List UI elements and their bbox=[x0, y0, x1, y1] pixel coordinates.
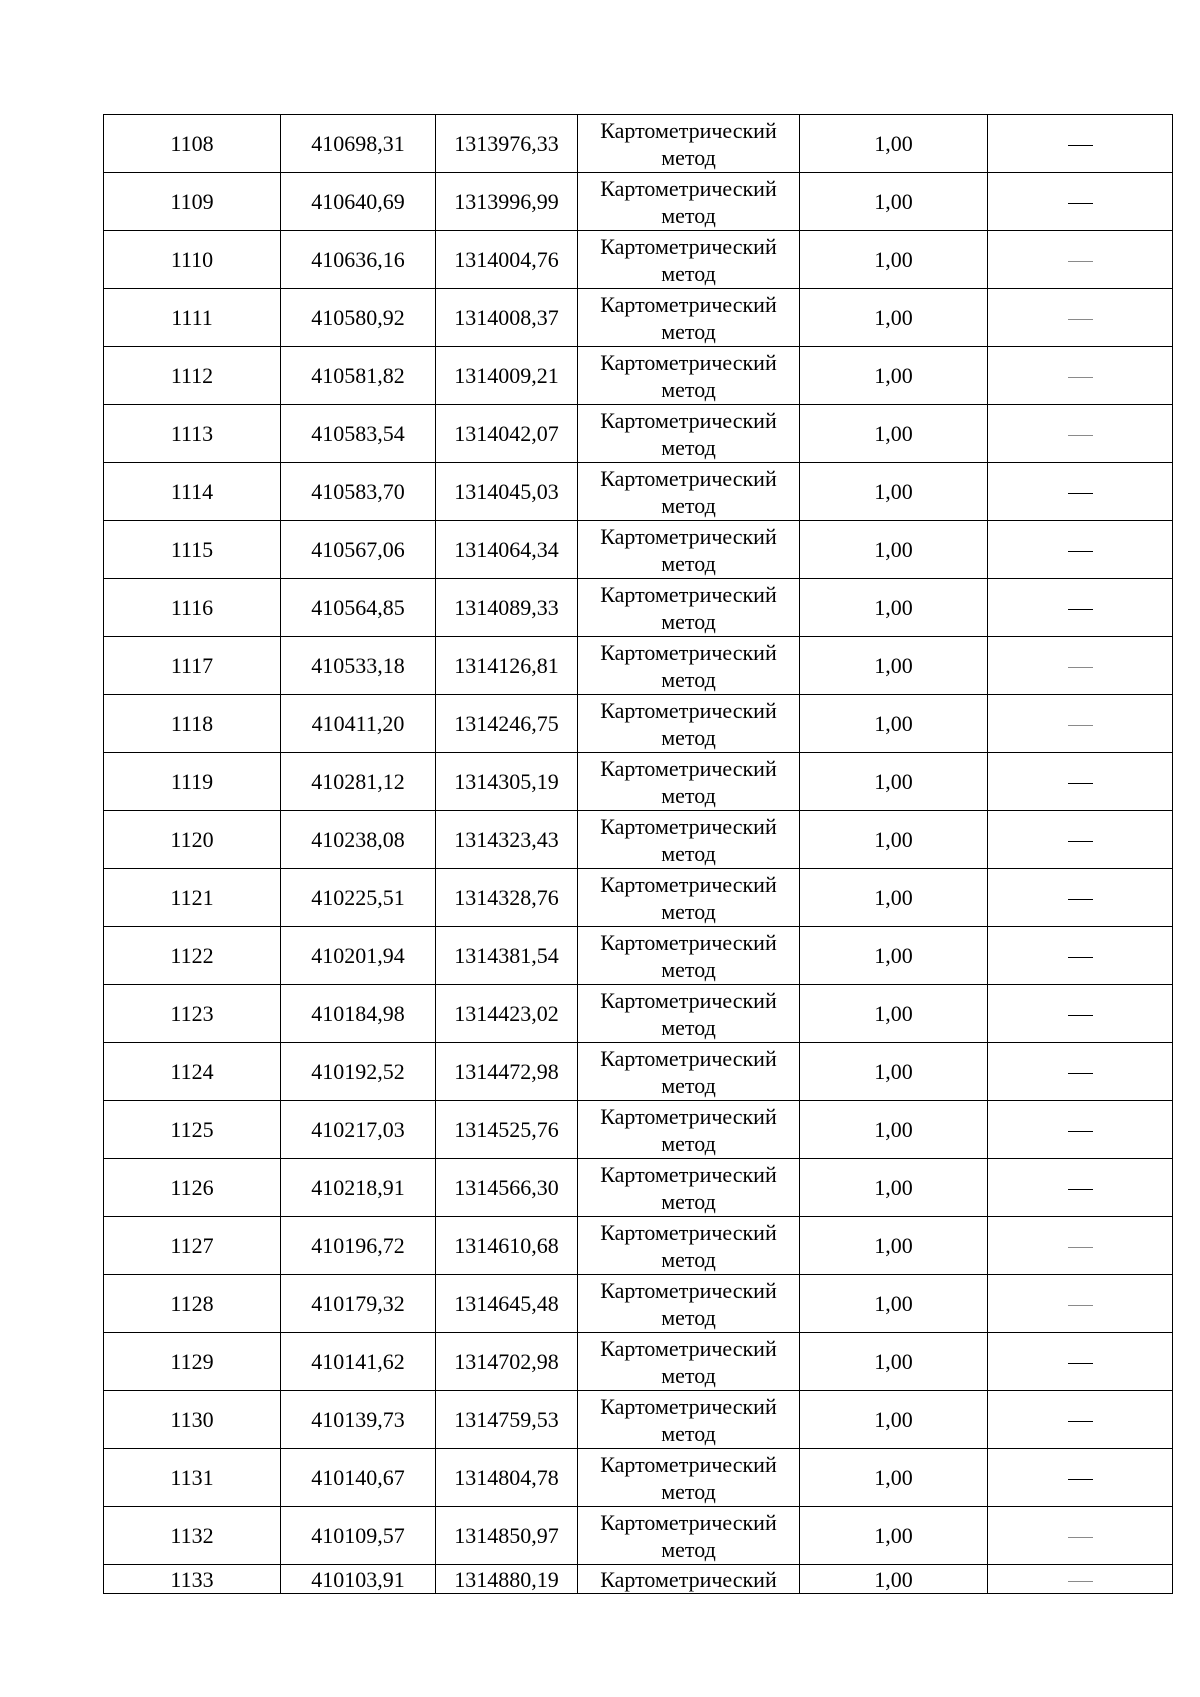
method-cell bbox=[578, 927, 800, 985]
y-coordinate-cell: 1314089,33 bbox=[436, 579, 578, 637]
dash-mark bbox=[1068, 783, 1093, 784]
dash-mark bbox=[1068, 319, 1093, 320]
table-row bbox=[104, 1507, 1173, 1565]
accuracy-cell: 1,00 bbox=[800, 1043, 988, 1101]
accuracy-cell: 1,00 bbox=[800, 695, 988, 753]
table-row bbox=[104, 347, 1173, 405]
point-number-cell: 1109 bbox=[104, 173, 281, 231]
point-number-cell: 1114 bbox=[104, 463, 281, 521]
method-cell bbox=[578, 579, 800, 637]
table-row bbox=[104, 289, 1173, 347]
accuracy-cell: 1,00 bbox=[800, 1507, 988, 1565]
point-number-cell: 1119 bbox=[104, 753, 281, 811]
x-coordinate-cell: 410103,91 bbox=[281, 1565, 436, 1594]
note-cell bbox=[988, 1275, 1173, 1333]
accuracy-cell: 1,00 bbox=[800, 1565, 988, 1594]
x-coordinate-cell: 410580,92 bbox=[281, 289, 436, 347]
table-row bbox=[104, 173, 1173, 231]
dash-mark bbox=[1068, 841, 1093, 842]
method-text: Картометрический метод bbox=[600, 1161, 777, 1214]
y-coordinate-cell: 1314045,03 bbox=[436, 463, 578, 521]
x-coordinate-cell: 410581,82 bbox=[281, 347, 436, 405]
accuracy-cell: 1,00 bbox=[800, 289, 988, 347]
method-text: Картометрический метод bbox=[600, 813, 777, 866]
x-coordinate-cell: 410109,57 bbox=[281, 1507, 436, 1565]
point-number-cell: 1116 bbox=[104, 579, 281, 637]
method-cell bbox=[578, 463, 800, 521]
point-number-cell: 1126 bbox=[104, 1159, 281, 1217]
y-coordinate-cell: 1314472,98 bbox=[436, 1043, 578, 1101]
note-cell bbox=[988, 1565, 1173, 1594]
point-number-cell: 1131 bbox=[104, 1449, 281, 1507]
accuracy-cell: 1,00 bbox=[800, 811, 988, 869]
y-coordinate-cell: 1314850,97 bbox=[436, 1507, 578, 1565]
point-number-cell: 1123 bbox=[104, 985, 281, 1043]
dash-mark bbox=[1068, 1189, 1093, 1190]
method-text: Картометрический метод bbox=[600, 1451, 777, 1504]
method-cell bbox=[578, 869, 800, 927]
table-row bbox=[104, 637, 1173, 695]
method-cell bbox=[578, 1507, 800, 1565]
dash-mark bbox=[1068, 1421, 1093, 1422]
method-cell bbox=[578, 1565, 800, 1594]
accuracy-cell: 1,00 bbox=[800, 347, 988, 405]
note-cell bbox=[988, 579, 1173, 637]
x-coordinate-cell: 410281,12 bbox=[281, 753, 436, 811]
note-cell bbox=[988, 927, 1173, 985]
accuracy-cell: 1,00 bbox=[800, 1391, 988, 1449]
note-cell bbox=[988, 1449, 1173, 1507]
note-cell bbox=[988, 695, 1173, 753]
point-number-cell: 1125 bbox=[104, 1101, 281, 1159]
dash-mark bbox=[1068, 899, 1093, 900]
method-cell bbox=[578, 811, 800, 869]
table-row bbox=[104, 1159, 1173, 1217]
y-coordinate-cell: 1314880,19 bbox=[436, 1565, 578, 1594]
method-text: Картометрический метод bbox=[600, 117, 777, 170]
table-row bbox=[104, 1333, 1173, 1391]
point-number-cell: 1115 bbox=[104, 521, 281, 579]
method-cell bbox=[578, 695, 800, 753]
y-coordinate-cell: 1314064,34 bbox=[436, 521, 578, 579]
y-coordinate-cell: 1314042,07 bbox=[436, 405, 578, 463]
x-coordinate-cell: 410196,72 bbox=[281, 1217, 436, 1275]
x-coordinate-cell: 410179,32 bbox=[281, 1275, 436, 1333]
method-text: Картометрический метод bbox=[600, 1045, 777, 1098]
method-cell bbox=[578, 1217, 800, 1275]
dash-mark bbox=[1068, 1363, 1093, 1364]
method-cell bbox=[578, 1159, 800, 1217]
table-row bbox=[104, 927, 1173, 985]
method-cell bbox=[578, 637, 800, 695]
table-row bbox=[104, 1275, 1173, 1333]
note-cell bbox=[988, 1391, 1173, 1449]
x-coordinate-cell: 410140,67 bbox=[281, 1449, 436, 1507]
table-row bbox=[104, 463, 1173, 521]
note-cell bbox=[988, 637, 1173, 695]
accuracy-cell: 1,00 bbox=[800, 1217, 988, 1275]
point-number-cell: 1111 bbox=[104, 289, 281, 347]
method-cell bbox=[578, 1275, 800, 1333]
note-cell bbox=[988, 1333, 1173, 1391]
x-coordinate-cell: 410583,70 bbox=[281, 463, 436, 521]
method-text: Картометрический метод bbox=[600, 1335, 777, 1388]
method-text: Картометрический метод bbox=[600, 349, 777, 402]
accuracy-cell: 1,00 bbox=[800, 405, 988, 463]
method-cell bbox=[578, 1391, 800, 1449]
accuracy-cell: 1,00 bbox=[800, 1101, 988, 1159]
method-text: Картометрический метод bbox=[600, 407, 777, 460]
y-coordinate-cell: 1314323,43 bbox=[436, 811, 578, 869]
x-coordinate-cell: 410218,91 bbox=[281, 1159, 436, 1217]
accuracy-cell: 1,00 bbox=[800, 1333, 988, 1391]
accuracy-cell: 1,00 bbox=[800, 231, 988, 289]
dash-mark bbox=[1068, 145, 1093, 146]
method-text: Картометрический метод bbox=[600, 523, 777, 576]
method-text: Картометрический метод bbox=[600, 233, 777, 286]
dash-mark bbox=[1068, 1479, 1093, 1480]
method-cell bbox=[578, 231, 800, 289]
point-number-cell: 1112 bbox=[104, 347, 281, 405]
method-cell bbox=[578, 115, 800, 173]
table-row bbox=[104, 405, 1173, 463]
point-number-cell: 1121 bbox=[104, 869, 281, 927]
accuracy-cell: 1,00 bbox=[800, 173, 988, 231]
x-coordinate-cell: 410533,18 bbox=[281, 637, 436, 695]
accuracy-cell: 1,00 bbox=[800, 1449, 988, 1507]
note-cell bbox=[988, 1507, 1173, 1565]
table-row bbox=[104, 579, 1173, 637]
y-coordinate-cell: 1314008,37 bbox=[436, 289, 578, 347]
dash-mark bbox=[1068, 377, 1093, 378]
x-coordinate-cell: 410139,73 bbox=[281, 1391, 436, 1449]
table-row bbox=[104, 869, 1173, 927]
method-text: Картометрический метод bbox=[600, 1277, 777, 1330]
coordinates-table bbox=[103, 114, 1173, 1594]
dash-mark bbox=[1068, 725, 1093, 726]
method-text: Картометрический метод bbox=[600, 1103, 777, 1156]
dash-mark bbox=[1068, 1131, 1093, 1132]
method-text: Картометрический метод bbox=[600, 175, 777, 228]
dash-mark bbox=[1068, 957, 1093, 958]
accuracy-cell: 1,00 bbox=[800, 463, 988, 521]
x-coordinate-cell: 410636,16 bbox=[281, 231, 436, 289]
x-coordinate-cell: 410411,20 bbox=[281, 695, 436, 753]
y-coordinate-cell: 1314702,98 bbox=[436, 1333, 578, 1391]
accuracy-cell: 1,00 bbox=[800, 521, 988, 579]
accuracy-cell: 1,00 bbox=[800, 637, 988, 695]
y-coordinate-cell: 1314305,19 bbox=[436, 753, 578, 811]
x-coordinate-cell: 410141,62 bbox=[281, 1333, 436, 1391]
dash-mark bbox=[1068, 493, 1093, 494]
method-text: Картометрический метод bbox=[600, 291, 777, 344]
y-coordinate-cell: 1313996,99 bbox=[436, 173, 578, 231]
dash-mark bbox=[1068, 261, 1093, 262]
table-row bbox=[104, 115, 1173, 173]
point-number-cell: 1128 bbox=[104, 1275, 281, 1333]
method-cell bbox=[578, 173, 800, 231]
accuracy-cell: 1,00 bbox=[800, 753, 988, 811]
method-cell bbox=[578, 985, 800, 1043]
point-number-cell: 1129 bbox=[104, 1333, 281, 1391]
x-coordinate-cell: 410201,94 bbox=[281, 927, 436, 985]
method-text: Картометрический bbox=[600, 1566, 777, 1592]
note-cell bbox=[988, 115, 1173, 173]
y-coordinate-cell: 1314423,02 bbox=[436, 985, 578, 1043]
method-text: Картометрический метод bbox=[600, 581, 777, 634]
method-text: Картометрический метод bbox=[600, 755, 777, 808]
table-row bbox=[104, 1043, 1173, 1101]
dash-mark bbox=[1068, 551, 1093, 552]
table-row bbox=[104, 695, 1173, 753]
y-coordinate-cell: 1313976,33 bbox=[436, 115, 578, 173]
y-coordinate-cell: 1314804,78 bbox=[436, 1449, 578, 1507]
x-coordinate-cell: 410217,03 bbox=[281, 1101, 436, 1159]
note-cell bbox=[988, 521, 1173, 579]
table-row bbox=[104, 985, 1173, 1043]
accuracy-cell: 1,00 bbox=[800, 1159, 988, 1217]
point-number-cell: 1124 bbox=[104, 1043, 281, 1101]
point-number-cell: 1133 bbox=[104, 1565, 281, 1594]
point-number-cell: 1120 bbox=[104, 811, 281, 869]
table-row bbox=[104, 1217, 1173, 1275]
method-cell bbox=[578, 1449, 800, 1507]
dash-mark bbox=[1068, 609, 1093, 610]
method-cell bbox=[578, 1333, 800, 1391]
note-cell bbox=[988, 463, 1173, 521]
note-cell bbox=[988, 289, 1173, 347]
note-cell bbox=[988, 231, 1173, 289]
note-cell bbox=[988, 753, 1173, 811]
note-cell bbox=[988, 173, 1173, 231]
point-number-cell: 1117 bbox=[104, 637, 281, 695]
note-cell bbox=[988, 1101, 1173, 1159]
table-row bbox=[104, 1391, 1173, 1449]
accuracy-cell: 1,00 bbox=[800, 1275, 988, 1333]
method-text: Картометрический метод bbox=[600, 639, 777, 692]
note-cell bbox=[988, 869, 1173, 927]
method-text: Картометрический метод bbox=[600, 871, 777, 924]
y-coordinate-cell: 1314610,68 bbox=[436, 1217, 578, 1275]
y-coordinate-cell: 1314759,53 bbox=[436, 1391, 578, 1449]
table-row bbox=[104, 521, 1173, 579]
table-row bbox=[104, 811, 1173, 869]
dash-mark bbox=[1068, 1073, 1093, 1074]
method-cell bbox=[578, 405, 800, 463]
x-coordinate-cell: 410583,54 bbox=[281, 405, 436, 463]
method-text: Картометрический метод bbox=[600, 1393, 777, 1446]
accuracy-cell: 1,00 bbox=[800, 869, 988, 927]
table-row bbox=[104, 231, 1173, 289]
x-coordinate-cell: 410567,06 bbox=[281, 521, 436, 579]
y-coordinate-cell: 1314381,54 bbox=[436, 927, 578, 985]
method-text: Картометрический метод bbox=[600, 929, 777, 982]
note-cell bbox=[988, 985, 1173, 1043]
accuracy-cell: 1,00 bbox=[800, 985, 988, 1043]
point-number-cell: 1118 bbox=[104, 695, 281, 753]
dash-mark bbox=[1068, 1305, 1093, 1306]
dash-mark bbox=[1068, 667, 1093, 668]
x-coordinate-cell: 410238,08 bbox=[281, 811, 436, 869]
accuracy-cell: 1,00 bbox=[800, 927, 988, 985]
method-text: Картометрический метод bbox=[600, 465, 777, 518]
y-coordinate-cell: 1314246,75 bbox=[436, 695, 578, 753]
method-cell bbox=[578, 521, 800, 579]
dash-mark bbox=[1068, 435, 1093, 436]
point-number-cell: 1108 bbox=[104, 115, 281, 173]
method-text: Картометрический метод bbox=[600, 987, 777, 1040]
point-number-cell: 1132 bbox=[104, 1507, 281, 1565]
table-row bbox=[104, 1565, 1173, 1594]
point-number-cell: 1110 bbox=[104, 231, 281, 289]
y-coordinate-cell: 1314126,81 bbox=[436, 637, 578, 695]
y-coordinate-cell: 1314645,48 bbox=[436, 1275, 578, 1333]
x-coordinate-cell: 410225,51 bbox=[281, 869, 436, 927]
coordinates-table-body bbox=[104, 115, 1173, 1594]
note-cell bbox=[988, 811, 1173, 869]
dash-mark bbox=[1068, 1015, 1093, 1016]
x-coordinate-cell: 410192,52 bbox=[281, 1043, 436, 1101]
table-row bbox=[104, 753, 1173, 811]
note-cell bbox=[988, 1043, 1173, 1101]
y-coordinate-cell: 1314525,76 bbox=[436, 1101, 578, 1159]
y-coordinate-cell: 1314009,21 bbox=[436, 347, 578, 405]
dash-mark bbox=[1068, 203, 1093, 204]
dash-mark bbox=[1068, 1537, 1093, 1538]
method-cell bbox=[578, 347, 800, 405]
method-cell bbox=[578, 289, 800, 347]
note-cell bbox=[988, 1217, 1173, 1275]
x-coordinate-cell: 410564,85 bbox=[281, 579, 436, 637]
method-cell bbox=[578, 753, 800, 811]
x-coordinate-cell: 410698,31 bbox=[281, 115, 436, 173]
point-number-cell: 1113 bbox=[104, 405, 281, 463]
y-coordinate-cell: 1314004,76 bbox=[436, 231, 578, 289]
point-number-cell: 1127 bbox=[104, 1217, 281, 1275]
point-number-cell: 1130 bbox=[104, 1391, 281, 1449]
accuracy-cell: 1,00 bbox=[800, 579, 988, 637]
accuracy-cell: 1,00 bbox=[800, 115, 988, 173]
x-coordinate-cell: 410184,98 bbox=[281, 985, 436, 1043]
table-row bbox=[104, 1449, 1173, 1507]
method-text: Картометрический метод bbox=[600, 1219, 777, 1272]
note-cell bbox=[988, 1159, 1173, 1217]
x-coordinate-cell: 410640,69 bbox=[281, 173, 436, 231]
table-row bbox=[104, 1101, 1173, 1159]
method-cell bbox=[578, 1101, 800, 1159]
note-cell bbox=[988, 405, 1173, 463]
point-number-cell: 1122 bbox=[104, 927, 281, 985]
method-cell bbox=[578, 1043, 800, 1101]
method-text: Картометрический метод bbox=[600, 1509, 777, 1562]
dash-mark bbox=[1068, 1247, 1093, 1248]
y-coordinate-cell: 1314328,76 bbox=[436, 869, 578, 927]
dash-mark bbox=[1068, 1581, 1093, 1582]
note-cell bbox=[988, 347, 1173, 405]
method-text: Картометрический метод bbox=[600, 697, 777, 750]
y-coordinate-cell: 1314566,30 bbox=[436, 1159, 578, 1217]
